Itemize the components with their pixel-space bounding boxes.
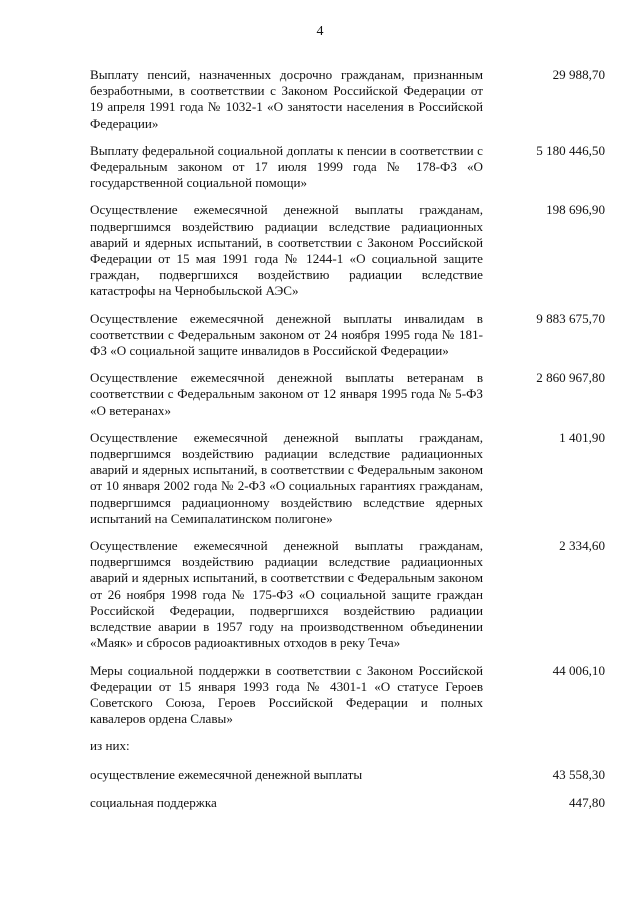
row-amount: 9 883 675,70 bbox=[536, 310, 605, 326]
table-row bbox=[90, 663, 605, 728]
table-row bbox=[90, 767, 605, 783]
row-amount: 2 860 967,80 bbox=[536, 370, 605, 386]
row-amount: 198 696,90 bbox=[546, 202, 605, 218]
table-row bbox=[90, 67, 605, 132]
table-row bbox=[90, 538, 605, 651]
row-description: из них: bbox=[90, 738, 130, 754]
table-row bbox=[90, 795, 605, 811]
row-description: Осуществление ежемесячной денежной выплаты гражданам, подвергшимся воздействию радиации вследствие радиационных аварий и ядерных испытаний, в соответствии с Федеральным законом от 10 января 2002 года № 2-ФЗ «О социальных гарантиях гражданам, подвергшимся радиационному воздействию вследствие ядерных испытаний на Семипалатинском полигоне» bbox=[90, 429, 483, 526]
row-description: Осуществление ежемесячной денежной выплаты гражданам, подвергшимся воздействию радиации вследствие радиационных аварий и ядерных испытаний, в соответствии с Федеральным законом от 26 ноября 1998 года № 175-ФЗ «О социальной защите граждан Российской Федерации, подвергшихся воздействию радиации вследствие аварии в 1957 году на производственном объединении «Маяк» и сбросов радиоактивных отходов в реку Теча» bbox=[90, 538, 483, 651]
row-amount: 29 988,70 bbox=[552, 67, 605, 82]
table-row bbox=[90, 370, 605, 419]
table-row bbox=[90, 202, 605, 299]
row-amount: 5 180 446,50 bbox=[536, 142, 605, 158]
table-row bbox=[90, 311, 605, 360]
row-description: Осуществление ежемесячной денежной выплаты ветеранам в соответствии с Федеральным законом от 12 января 1995 года № 5-ФЗ «О ветеранах» bbox=[90, 370, 483, 418]
row-description: Меры социальной поддержки в соответствии с Законом Российской Федерации от 15 января 1993 года № 4301-1 «О статусе Героев Советского Союза, Героев Российской Федерации и полных кавалеров ордена Славы» bbox=[90, 662, 483, 727]
row-amount: 1 401,90 bbox=[559, 429, 605, 445]
table-row bbox=[90, 738, 605, 754]
row-description: Выплату пенсий, назначенных досрочно гражданам, признанным безработными, в соответствии с Законом Российской Федерации от 19 апреля 1991 года № 1032-1 «О занятости населения в Российской Федерации» bbox=[90, 67, 483, 131]
table-row bbox=[90, 430, 605, 527]
table-row bbox=[90, 143, 605, 192]
row-description: Осуществление ежемесячной денежной выплаты инвалидам в соответствии с Федеральным законом от 24 ноября 1995 года № 181-ФЗ «О социальной защите инвалидов в Российской Федерации» bbox=[90, 310, 483, 359]
row-description: Осуществление ежемесячной денежной выплаты гражданам, подвергшимся воздействию радиации вследствие радиационных аварий и ядерных испытаний, в соответствии с Законом Российской Федерации от 15 мая 1991 года № 1244-1 «О социальной защите граждан, подвергшихся воздействию радиации вследствие катастрофы на Чернобыльской АЭС» bbox=[90, 202, 483, 299]
row-description: осуществление ежемесячной денежной выплаты bbox=[90, 766, 363, 782]
row-description: Выплату федеральной социальной доплаты к пенсии в соответствии с Федеральным законом от 17 июля 1999 года № 178-ФЗ «О государственной социальной помощи» bbox=[90, 142, 483, 191]
row-amount: 44 006,10 bbox=[552, 662, 605, 678]
row-amount: 447,80 bbox=[568, 794, 605, 810]
appropriations-table bbox=[90, 67, 605, 823]
page-number: 4 bbox=[316, 24, 324, 39]
row-amount: 43 558,30 bbox=[552, 766, 605, 782]
row-description: социальная поддержка bbox=[90, 794, 217, 810]
row-amount: 2 334,60 bbox=[559, 538, 605, 554]
